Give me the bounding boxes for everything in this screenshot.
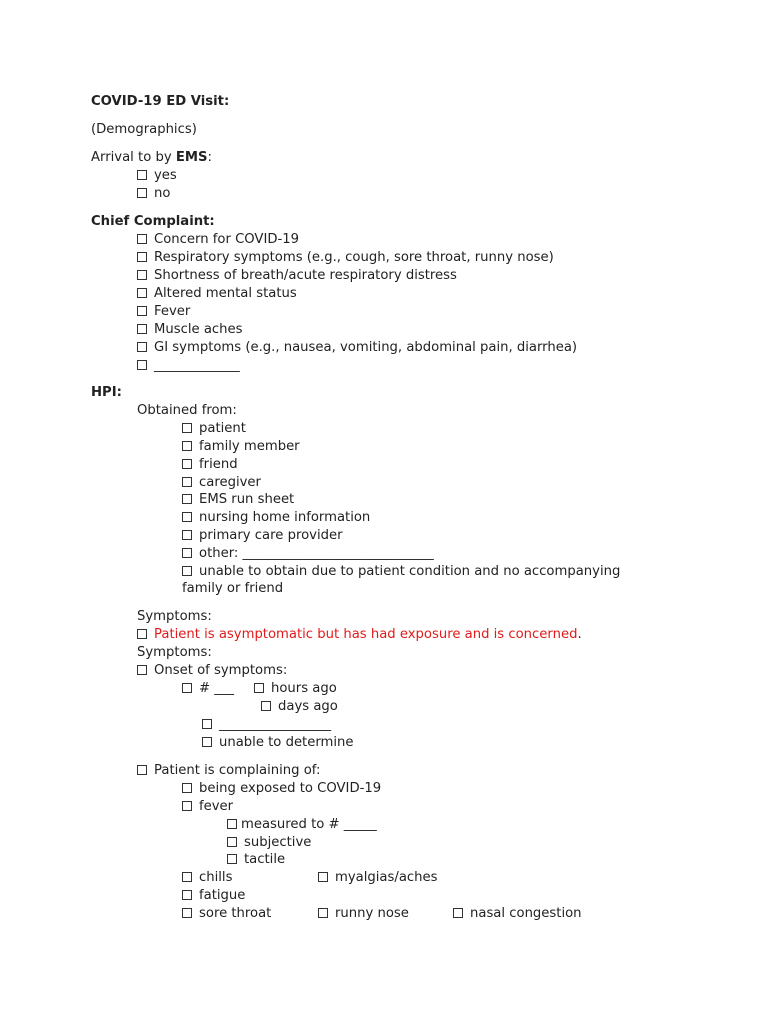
- checkbox[interactable]: [182, 530, 192, 540]
- checkbox[interactable]: [182, 872, 192, 882]
- checkbox[interactable]: [137, 342, 147, 352]
- complaint-option[interactable]: GI symptoms (e.g., nausea, vomiting, abdominal pain, diarrhea): [137, 340, 577, 356]
- checkbox[interactable]: [137, 234, 147, 244]
- complaint-option-other[interactable]: _____________: [137, 358, 240, 374]
- asymptomatic-option[interactable]: Patient is asymptomatic but has had exposure and is concerned.: [137, 627, 582, 643]
- source-option[interactable]: EMS run sheet: [182, 492, 294, 508]
- arrival-label: Arrival to by EMS:: [91, 150, 212, 165]
- checkbox[interactable]: [182, 801, 192, 811]
- checkbox[interactable]: [227, 837, 237, 847]
- onset-unable-option[interactable]: unable to determine: [202, 735, 354, 751]
- checkbox[interactable]: [137, 270, 147, 280]
- hpi-heading: HPI:: [91, 385, 122, 400]
- chills-option[interactable]: chills: [182, 870, 232, 886]
- checkbox[interactable]: [318, 872, 328, 882]
- checkbox[interactable]: [182, 566, 192, 576]
- checkbox[interactable]: [137, 629, 147, 639]
- demographics-label: (Demographics): [91, 122, 197, 137]
- checkbox[interactable]: [227, 819, 237, 829]
- days-ago-option[interactable]: days ago: [261, 699, 338, 715]
- source-option-other[interactable]: other: _____________________________: [182, 546, 434, 562]
- fever-tactile-option[interactable]: tactile: [227, 852, 285, 868]
- checkbox[interactable]: [137, 252, 147, 262]
- checkbox[interactable]: [182, 423, 192, 433]
- checkbox[interactable]: [137, 288, 147, 298]
- fever-option[interactable]: fever: [182, 799, 233, 815]
- onset-blank-option[interactable]: _________________: [202, 717, 331, 733]
- runny-nose-option[interactable]: runny nose: [318, 906, 409, 922]
- complaint-option[interactable]: Respiratory symptoms (e.g., cough, sore throat, runny nose): [137, 250, 554, 266]
- checkbox[interactable]: [318, 908, 328, 918]
- complaint-option[interactable]: Fever: [137, 304, 190, 320]
- checkbox[interactable]: [137, 188, 147, 198]
- arrival-option-yes[interactable]: yes: [137, 168, 177, 184]
- chief-complaint-heading: Chief Complaint:: [91, 214, 215, 229]
- source-option[interactable]: nursing home information: [182, 510, 370, 526]
- hours-ago-option[interactable]: hours ago: [254, 681, 337, 697]
- fever-measured-option[interactable]: measured to # _____: [227, 817, 377, 833]
- checkbox[interactable]: [182, 908, 192, 918]
- source-option[interactable]: patient: [182, 421, 246, 437]
- fever-subjective-option[interactable]: subjective: [227, 835, 311, 851]
- complaint-option[interactable]: Altered mental status: [137, 286, 297, 302]
- myalgias-option[interactable]: myalgias/aches: [318, 870, 438, 886]
- symptoms-label: Symptoms:: [137, 609, 212, 624]
- exposed-option[interactable]: being exposed to COVID-19: [182, 781, 381, 797]
- checkbox[interactable]: [261, 701, 271, 711]
- checkbox[interactable]: [227, 854, 237, 864]
- checkbox[interactable]: [182, 477, 192, 487]
- source-option[interactable]: primary care provider: [182, 528, 343, 544]
- form-title: COVID-19 ED Visit:: [91, 94, 230, 109]
- source-option[interactable]: family member: [182, 439, 300, 455]
- checkbox[interactable]: [182, 459, 192, 469]
- complaint-option[interactable]: Concern for COVID-19: [137, 232, 299, 248]
- checkbox[interactable]: [137, 324, 147, 334]
- arrival-option-no[interactable]: no: [137, 186, 170, 202]
- checkbox[interactable]: [137, 765, 147, 775]
- checkbox[interactable]: [137, 306, 147, 316]
- source-option[interactable]: caregiver: [182, 475, 261, 491]
- symptoms-label-2: Symptoms:: [137, 645, 212, 660]
- source-option[interactable]: friend: [182, 457, 238, 473]
- complaint-option[interactable]: Muscle aches: [137, 322, 243, 338]
- sore-throat-option[interactable]: sore throat: [182, 906, 271, 922]
- checkbox[interactable]: [182, 890, 192, 900]
- checkbox[interactable]: [182, 548, 192, 558]
- checkbox[interactable]: [182, 683, 192, 693]
- checkbox[interactable]: [182, 441, 192, 451]
- nasal-congestion-option[interactable]: nasal congestion: [453, 906, 582, 922]
- fatigue-option[interactable]: fatigue: [182, 888, 245, 904]
- checkbox[interactable]: [254, 683, 264, 693]
- checkbox[interactable]: [182, 512, 192, 522]
- complaint-option[interactable]: Shortness of breath/acute respiratory distress: [137, 268, 457, 284]
- checkbox[interactable]: [202, 719, 212, 729]
- checkbox[interactable]: [182, 494, 192, 504]
- checkbox[interactable]: [137, 360, 147, 370]
- source-option-unable-cont: family or friend: [182, 581, 284, 596]
- checkbox[interactable]: [202, 737, 212, 747]
- source-option-unable[interactable]: unable to obtain due to patient condition and no accompanying: [182, 564, 620, 580]
- complaining-option[interactable]: Patient is complaining of:: [137, 763, 320, 779]
- checkbox[interactable]: [182, 783, 192, 793]
- checkbox[interactable]: [453, 908, 463, 918]
- onset-number-option[interactable]: # ___: [182, 681, 234, 697]
- obtained-from-label: Obtained from:: [137, 403, 237, 418]
- onset-option[interactable]: Onset of symptoms:: [137, 663, 287, 679]
- checkbox[interactable]: [137, 170, 147, 180]
- checkbox[interactable]: [137, 665, 147, 675]
